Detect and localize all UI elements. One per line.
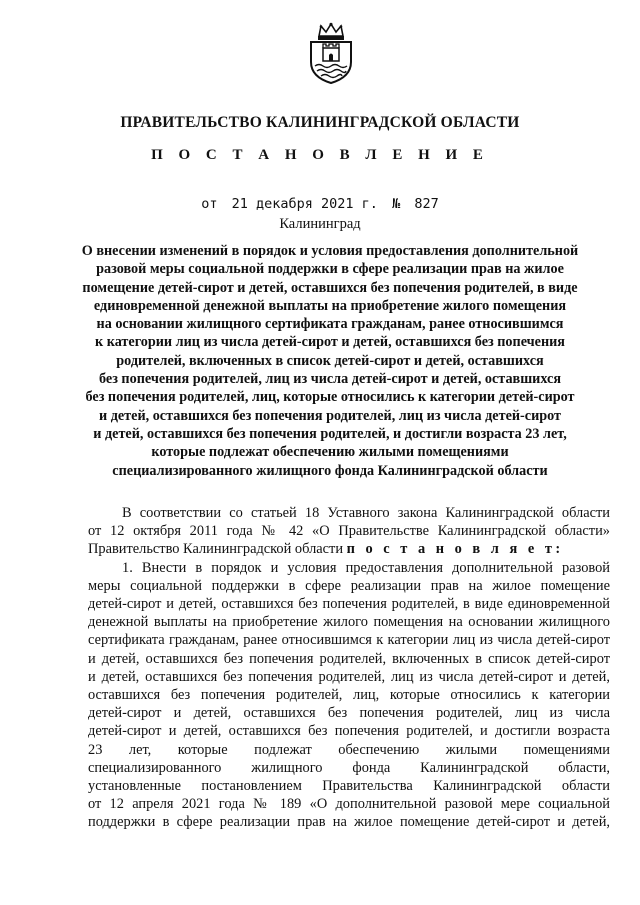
body-line: сертификата гражданам, ранее относившимся к категории лиц из числа детей-сирот [88, 632, 610, 649]
subject-line: на основании жилищного сертификата гражданам, ранее относившимся [96, 316, 564, 333]
subject-line: специализированного жилищного фонда Калининградской области [112, 462, 548, 479]
subject-line: помещение детей-сирот и детей, оставшихся без попечения родителей, в виде [82, 279, 578, 296]
subject-line: без попечения родителей, лиц из числа детей-сирот и детей, оставшихся [98, 371, 562, 388]
body-line: оставшихся без попечения родителей, лиц, которые относились к категории [88, 687, 610, 704]
body-line-decree [88, 540, 610, 558]
body-line: и детей, оставшихся без попечения родителей, включенных в список детей-сирот [88, 650, 610, 667]
body-line: от 12 октября 2011 года № 42 «О Правительстве Калининградской области» [88, 523, 610, 540]
subject-line: разовой меры социальной поддержки в сфере реализации прав на жилое [96, 261, 564, 278]
date-number-line [0, 196, 640, 212]
body-line: поддержки в сфере реализации прав на жилое помещение детей-сирот и детей, [88, 814, 610, 831]
body-line: от 12 апреля 2021 года № 189 «О дополнительной разовой мере социальной [88, 796, 610, 813]
coat-of-arms-icon [305, 22, 357, 84]
document-subject [60, 242, 600, 480]
body-line: 1. Внести в порядок и условия предоставления дополнительной разовой [122, 559, 610, 576]
body-line: детей-сирот и детей, оставшихся без попечения родителей, лиц из числа [88, 705, 610, 722]
body-line: меры социальной поддержки в сфере реализации прав на жилое помещение [88, 577, 610, 594]
subject-line: которые подлежат обеспечению жилыми помещениями [151, 444, 509, 461]
body-line: специализированного жилищного фонда Калининградской области, [88, 759, 610, 776]
subject-line: и детей, оставшихся без попечения родителей, и достигли возраста 23 лет, [93, 425, 567, 442]
body-line: детей-сирот и детей, оставшихся без попечения родителей, в виде единовременной [88, 596, 610, 613]
date-prefix: от [201, 196, 218, 212]
subject-line: без попечения родителей, лиц, которые относились к категории детей-сирот [85, 389, 575, 406]
city-name: Калининград [279, 216, 361, 232]
body-line: установленные постановлением Правительства Калининградской области [88, 778, 610, 795]
subject-line: родителей, включенных в список детей-сирот и детей, оставшихся [116, 352, 544, 369]
body-line: 23 лет, которые подлежат обеспечению жилыми помещениями [88, 741, 610, 758]
body-text: Правительство Калининградской области [88, 541, 347, 558]
subject-line: и детей, оставшихся без попечения родителей, лиц из числа детей-сирот [98, 407, 562, 424]
body-line: В соответствии со статьей 18 Уставного закона Калининградской области [122, 505, 610, 521]
document-type: П О С Т А Н О В Л Е Н И Е [151, 147, 489, 163]
subject-line: О внесении изменений в порядок и условия предоставления дополнительной [81, 243, 579, 259]
body-line: и детей, оставшихся без попечения родителей, лиц из числа детей-сирот и детей, [88, 668, 610, 685]
subject-line: к категории лиц из числа детей-сирот и детей, оставшихся без попечения [95, 334, 565, 351]
subject-line: единовременной денежной выплаты на приобретение жилого помещения [93, 297, 567, 314]
government-title: ПРАВИТЕЛЬСТВО КАЛИНИНГРАДСКОЙ ОБЛАСТИ [120, 114, 520, 131]
body-line: денежной выплаты на приобретение жилого помещения на основании жилищного [88, 614, 610, 631]
decree-word: п о с т а н о в л я е т: [346, 541, 564, 558]
document-body [88, 504, 610, 832]
document-date: 21 декабря 2021 г. [231, 196, 378, 212]
document-number: 827 [414, 196, 439, 212]
number-sign: № [392, 196, 401, 212]
body-line: детей-сирот и детей, оставшихся без попечения родителей, и достигли возраста [88, 723, 610, 740]
